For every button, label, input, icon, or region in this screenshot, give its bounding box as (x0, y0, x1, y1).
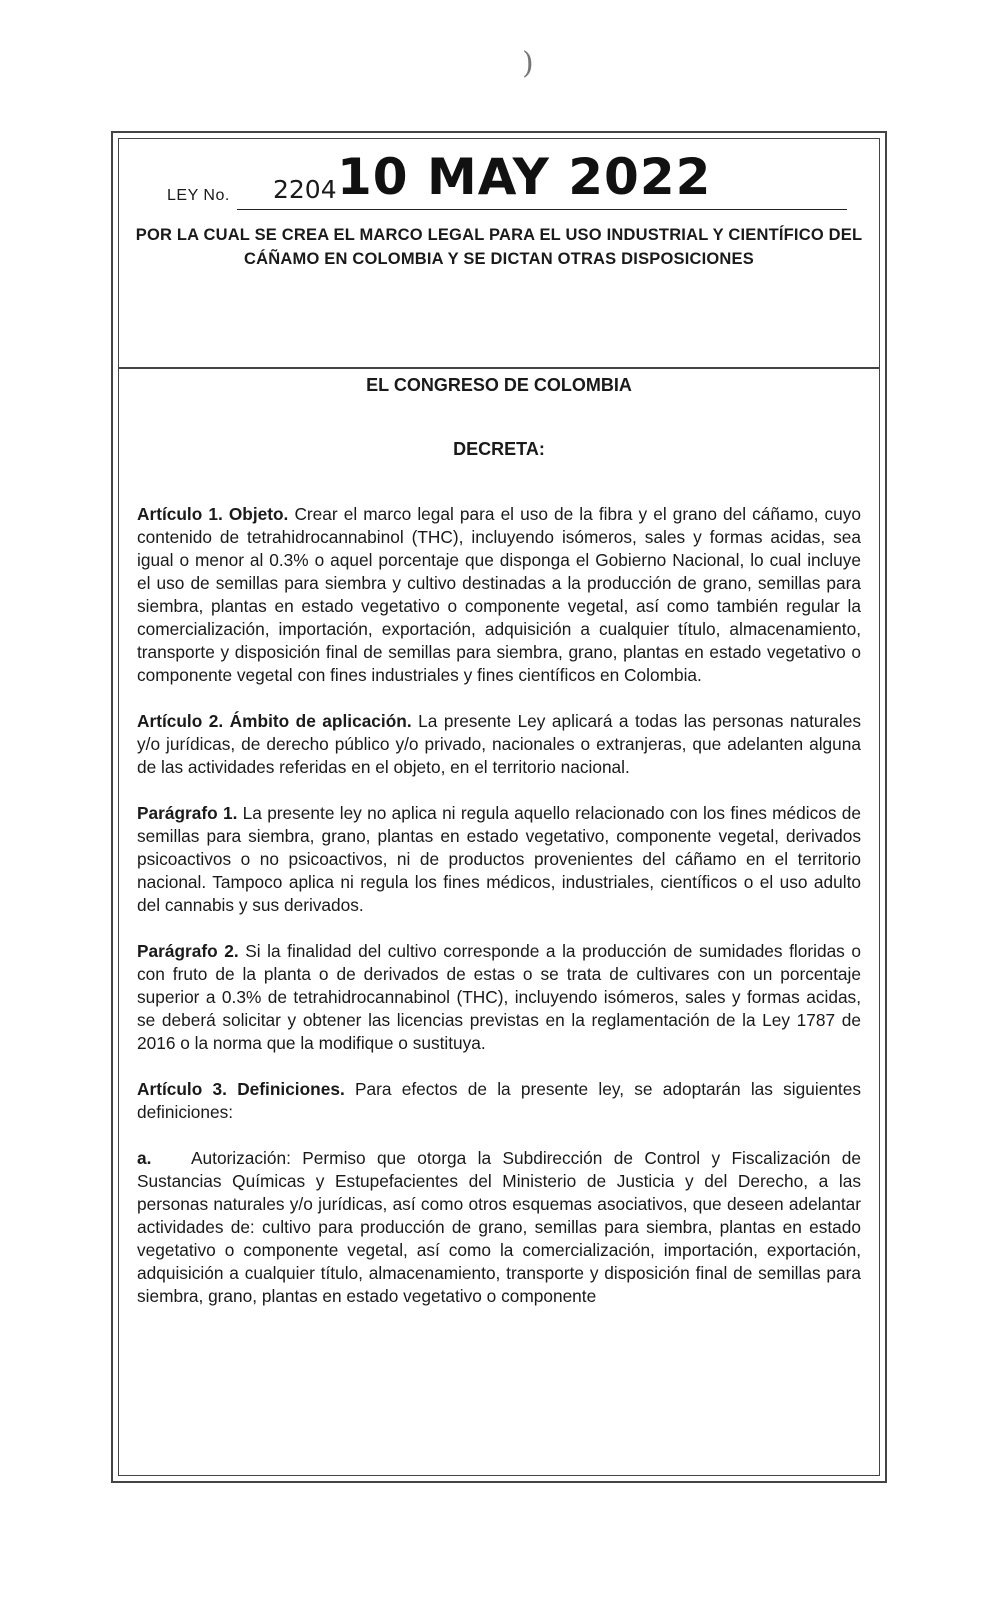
law-number-line (167, 148, 747, 206)
paragraph-1 (137, 802, 861, 917)
article-2 (137, 710, 861, 779)
paragraph-2-heading: Parágrafo 2. (137, 941, 239, 961)
decree-heading: DECRETA: (453, 439, 545, 459)
definition-a-text: Autorización: Permiso que otorga la Subdirección de Control y Fiscalización de Sustancias Químicas y Estupefacientes del Ministerio de Justicia y del Derecho, a las personas naturales y/o jurídicas, así como otros esquemas asociativos, que deseen adelantar actividades de: cultivo para producción de grano, semillas para siembra, plantas en estado vegetativo o componente vegetal, así como la comercialización, importación, exportación, adquisición a cualquier título, almacenamiento, transporte y disposición final de semillas para siembra, grano, plantas en estado vegetativo o componente (137, 1148, 861, 1306)
article-3 (137, 1078, 861, 1124)
document-frame-inner (118, 138, 880, 1476)
definition-a-letter: a. (137, 1148, 152, 1168)
paragraph-2-text: Si la finalidad del cultivo corresponde a la producción de sumidades floridas o con fruto de la planta o de derivados de estas o se trata de cultivares con un porcentaje superior a 0.3% de tetrahidrocannabinol (THC), incluyendo isómeros, sales y formas acidas, se deberá solicitar y obtener las licencias previstas en la reglamentación de la Ley 1787 de 2016 o la norma que la modifique o sustituya. (137, 941, 862, 1053)
law-number: 2204 (273, 175, 337, 204)
corner-handwritten-mark: ) (522, 46, 534, 81)
law-header (119, 139, 879, 369)
definition-a (137, 1147, 861, 1308)
article-2-text: La presente Ley aplicará a todas las personas naturales y/o jurídicas, de derecho público y/o privado, nacionales o extranjeras, que adelanten alguna de las actividades referidas en el objeto, en el territorio nacional. (137, 711, 861, 777)
law-label: LEY No. (167, 187, 230, 204)
law-body (137, 503, 861, 1331)
article-1-text: Crear el marco legal para el uso de la fibra y el grano del cáñamo, cuyo contenido de tetrahidrocannabinol (THC), incluyendo isómeros, sales y formas acidas, sea igual o menor al 0.3% o aquel porcentaje que disponga el Gobierno Nacional, lo cual incluye el uso de semillas para siembra y cultivo destinadas a la producción de grano, semillas para siembra, plantas en estado vegetativo o componente vegetal, así como también regular la comercialización, importación, exportación, adquisición a cualquier título, almacenamiento, transporte y disposición final de semillas para siembra, grano, plantas en estado vegetativo o componente vegetal con fines industriales y fines científicos en Colombia. (137, 504, 862, 685)
article-3-text: Para efectos de la presente ley, se adoptarán las siguientes definiciones: (137, 1079, 861, 1122)
paragraph-1-heading: Parágrafo 1. (137, 803, 238, 823)
law-date-stamp: 10 MAY 2022 (337, 148, 712, 206)
law-number-underline (237, 209, 847, 210)
law-title: POR LA CUAL SE CREA EL MARCO LEGAL PARA EL USO INDUSTRIAL Y CIENTÍFICO DEL CÁÑAMO EN COLOMBIA Y SE DICTAN OTRAS DISPOSICIONES (135, 226, 863, 268)
issuer-heading: EL CONGRESO DE COLOMBIA (366, 375, 632, 395)
article-3-heading: Artículo 3. Definiciones. (137, 1079, 345, 1099)
article-1 (137, 503, 861, 687)
article-2-heading: Artículo 2. Ámbito de aplicación. (137, 711, 412, 731)
article-1-heading: Artículo 1. Objeto. (137, 504, 289, 524)
paragraph-1-text: La presente ley no aplica ni regula aquello relacionado con los fines médicos de semillas para siembra, grano, plantas en estado vegetativo, componente vegetal, derivados psicoactivos o no psicoactivos, ni de productos provenientes del cáñamo en el territorio nacional. Tampoco aplica ni regula los fines médicos, industriales, científicos o el uso adulto del cannabis y sus derivados. (137, 803, 862, 915)
document-frame (111, 131, 887, 1483)
paragraph-2 (137, 940, 861, 1055)
